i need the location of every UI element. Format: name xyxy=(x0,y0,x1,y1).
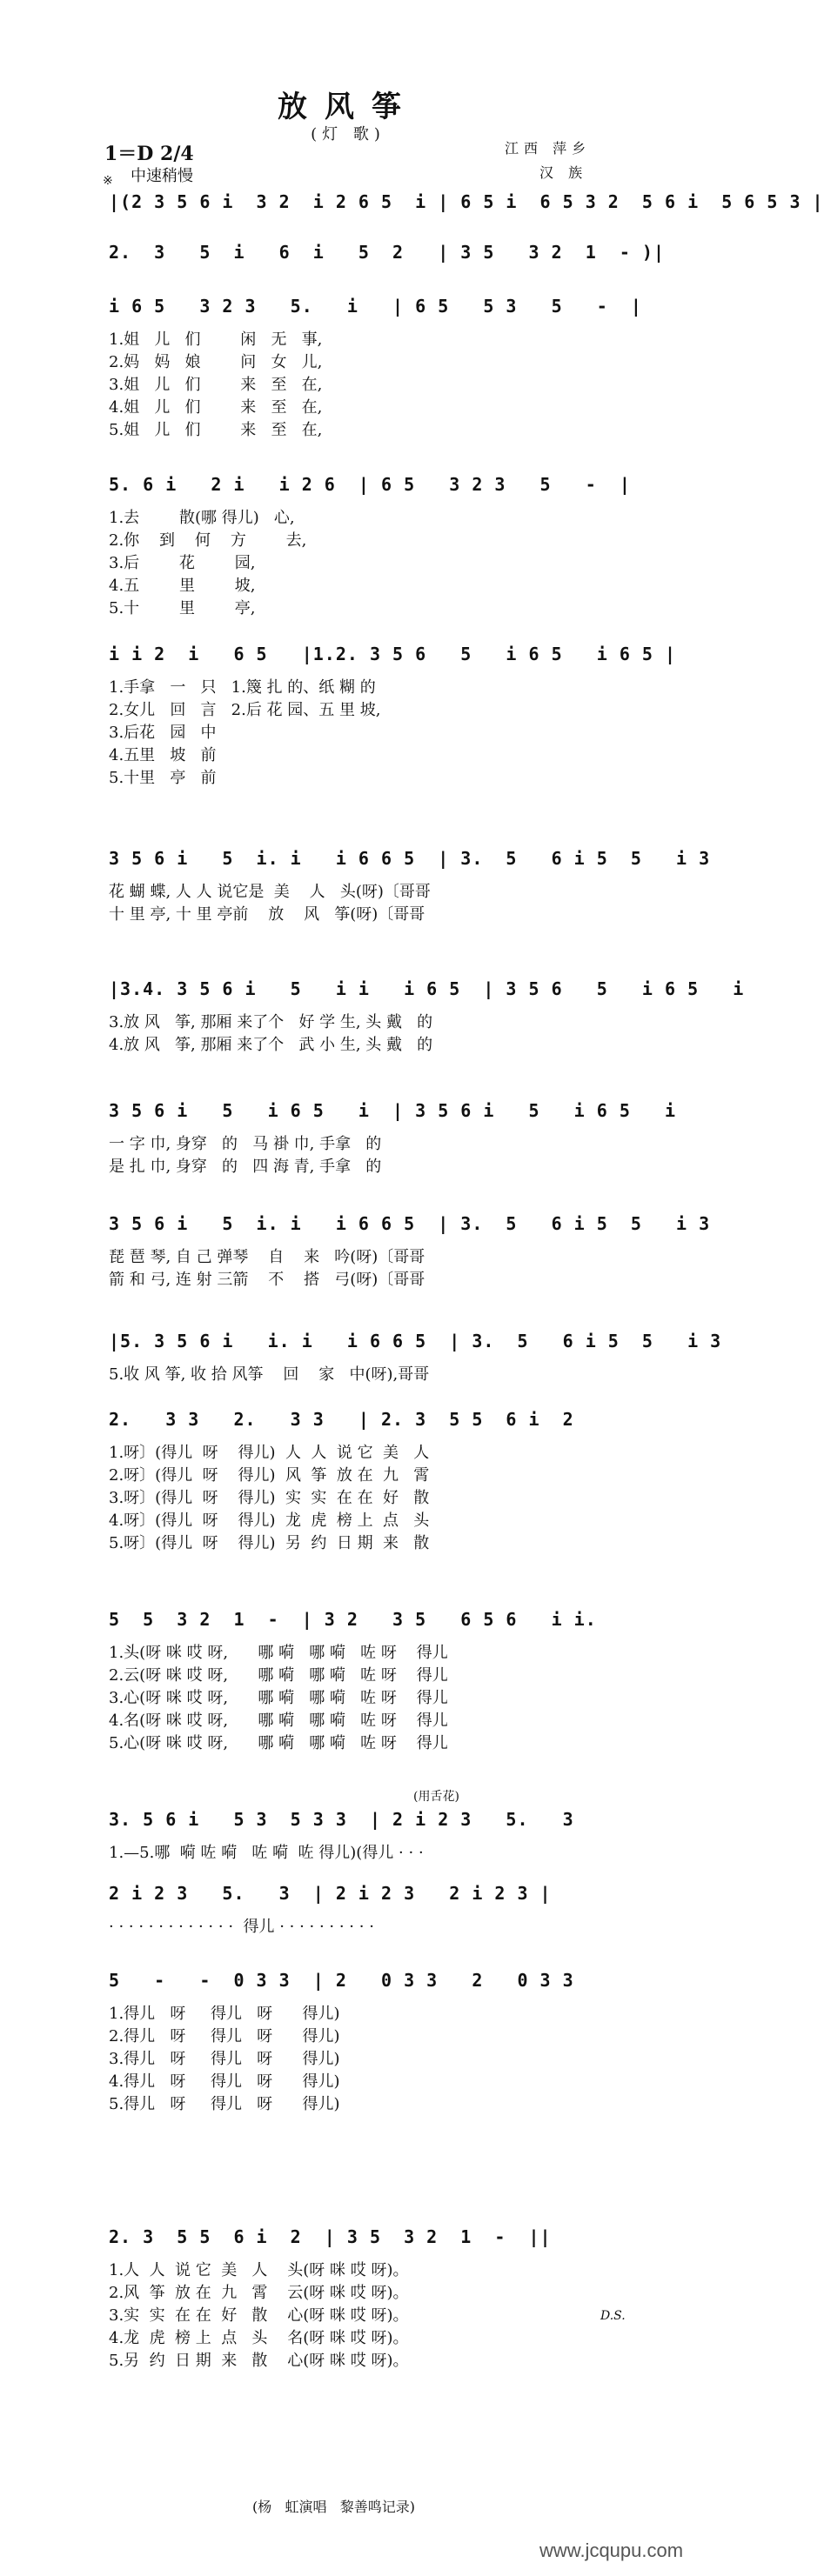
notation-line: 5 - - 0 3 3 | 2 0 3 3 2 0 3 3 xyxy=(109,1970,574,1991)
watermark: www.jcqupu.com xyxy=(539,2539,684,2561)
lyrics-block xyxy=(109,1364,429,1386)
lyric-line: 2.呀〕(得儿 呀 得儿) 风 筝 放 在 九 霄 xyxy=(109,1466,430,1485)
lyric-line: 3.后花 园 中 xyxy=(109,724,217,742)
region-credit: 江西 萍乡 xyxy=(505,140,592,157)
lyric-line: 5.十里 亭 前 xyxy=(109,769,217,787)
lyric-line: 2.得儿 呀 得儿 呀 得儿) xyxy=(109,2027,340,2045)
notation-line: 2. 3 5 i 6 i 5 2 | 3 5 3 2 1 - )| xyxy=(109,242,666,263)
lyric-line: 十 里 亭, 十 里 亭前 放 风 筝(呀)〔哥哥 xyxy=(109,905,425,924)
lyric-line: 4.龙 虎 榜 上 点 头 名(呀 咪 哎 呀)。 xyxy=(109,2329,409,2347)
notation-line: 3 5 6 i 5 i. i i 6 6 5 | 3. 5 6 i 5 5 i 3 xyxy=(109,1213,711,1234)
lyric-line: 5.心(呀 咪 哎 呀, 哪 嗬 哪 嗬 咗 呀 得儿 xyxy=(109,1734,448,1752)
notation-line: i i 2 i 6 5 |1.2. 3 5 6 5 i 6 5 i 6 5 | xyxy=(109,644,677,664)
lyrics-block xyxy=(109,1133,381,1178)
ds-mark: D.S. xyxy=(600,2309,626,2323)
lyric-line: 1.头(呀 咪 哎 呀, 哪 嗬 哪 嗬 咗 呀 得儿 xyxy=(109,1644,448,1662)
lyric-line: 4.姐 儿 们 来 至 在, xyxy=(109,398,323,417)
asterisk-mark: ※ xyxy=(103,174,113,188)
lyrics-block xyxy=(109,329,322,442)
key-signature: 1＝D 2/4 xyxy=(104,143,194,165)
lyric-line: 3.实 实 在 在 好 散 心(呀 咪 哎 呀)。 xyxy=(109,2306,409,2325)
ethnicity-credit: 汉 族 xyxy=(539,164,588,181)
lyric-line: 3.后 花 园, xyxy=(109,554,256,572)
notation-line: 3 5 6 i 5 i. i i 6 6 5 | 3. 5 6 i 5 5 i 3 xyxy=(109,848,711,869)
lyrics-block xyxy=(109,1011,432,1057)
lyric-line: 3.呀〕(得儿 呀 得儿) 实 实 在 在 好 散 xyxy=(109,1489,430,1507)
lyric-line: 1.姐 儿 们 闲 无 事, xyxy=(109,330,323,349)
lyric-line: 2.云(呀 咪 哎 呀, 哪 嗬 哪 嗬 咗 呀 得儿 xyxy=(109,1666,448,1685)
lyric-line: 5.另 约 日 期 来 散 心(呀 咪 哎 呀)。 xyxy=(109,2352,409,2370)
lyric-line: 花 蝴 蝶, 人 人 说它是 美 人 头(呀)〔哥哥 xyxy=(109,883,431,901)
genre-label: (灯 歌) xyxy=(311,125,385,143)
lyric-line: 琵 琶 琴, 自 己 弹琴 自 来 吟(呀)〔哥哥 xyxy=(109,1248,425,1266)
lyric-line: 4.五里 坡 前 xyxy=(109,746,217,764)
tempo-marking: 中速稍慢 xyxy=(131,167,193,185)
lyric-line: 3.姐 儿 们 来 至 在, xyxy=(109,376,323,394)
notation-line: |3.4. 3 5 6 i 5 i i i 6 5 | 3 5 6 5 i 6 5 i xyxy=(109,978,745,999)
notation-line: 3 5 6 i 5 i 6 5 i | 3 5 6 i 5 i 6 5 i xyxy=(109,1100,677,1121)
lyrics-block xyxy=(109,1642,448,1755)
lyric-line: 2.风 筝 放 在 九 霄 云(呀 咪 哎 呀)。 xyxy=(109,2284,409,2302)
lyrics-block xyxy=(109,677,380,790)
performer-credit: (杨 虹演唱 黎善鸣记录) xyxy=(252,2499,416,2515)
lyric-line: 4.呀〕(得儿 呀 得儿) 龙 虎 榜 上 点 头 xyxy=(109,1512,430,1530)
lyric-line: 5.呀〕(得儿 呀 得儿) 另 约 日 期 来 散 xyxy=(109,1534,430,1552)
lyric-line: 3.心(呀 咪 哎 呀, 哪 嗬 哪 嗬 咗 呀 得儿 xyxy=(109,1689,448,1707)
notation-line: 5 5 3 2 1 - | 3 2 3 5 6 5 6 i i. xyxy=(109,1609,597,1630)
lyric-line: 3.放 风 筝, 那厢 来了个 好 学 生, 头 戴 的 xyxy=(109,1013,433,1031)
lyric-line: 4.得儿 呀 得儿 呀 得儿) xyxy=(109,2072,340,2091)
lyric-line: · · · · · · · · · · · · · 得儿 · · · · · · · · · · xyxy=(109,1918,374,1936)
notation-line: 3. 5 6 i 5 3 5 3 3 | 2 i 2 3 5. 3 xyxy=(109,1809,574,1830)
page-title: 放风筝 xyxy=(278,90,419,124)
notation-line: i 6 5 3 2 3 5. i | 6 5 5 3 5 - | xyxy=(109,296,642,317)
lyric-line: 5.收 风 筝, 收 拾 风筝 回 家 中(呀),哥哥 xyxy=(109,1365,430,1384)
lyrics-block xyxy=(109,1442,429,1555)
lyrics-block xyxy=(109,881,431,926)
tongue-roll-note: (用舌花) xyxy=(413,1790,459,1804)
lyrics-block xyxy=(109,1842,424,1865)
lyric-line: 1.去 散(哪 得儿) 心, xyxy=(109,509,295,527)
lyric-line: 2.妈 妈 娘 问 女 儿, xyxy=(109,353,323,371)
notation-line: 2. 3 5 5 6 i 2 | 3 5 3 2 1 - || xyxy=(109,2226,552,2247)
lyric-line: 4.五 里 坡, xyxy=(109,577,256,595)
notation-line: 2. 3 3 2. 3 3 | 2. 3 5 5 6 i 2 xyxy=(109,1409,574,1430)
lyrics-block xyxy=(109,2259,409,2372)
lyrics-block xyxy=(109,507,306,620)
lyric-line: 5.十 里 亭, xyxy=(109,599,256,617)
notation-line: |5. 3 5 6 i i. i i 6 6 5 | 3. 5 6 i 5 5 i 3 xyxy=(109,1331,722,1351)
lyric-line: 3.得儿 呀 得儿 呀 得儿) xyxy=(109,2050,340,2068)
lyric-line: 1.呀〕(得儿 呀 得儿) 人 人 说 它 美 人 xyxy=(109,1444,430,1462)
lyrics-block xyxy=(109,1246,425,1291)
lyric-line: 1.手拿 一 只 1.篾 扎 的、纸 糊 的 xyxy=(109,678,376,697)
lyric-line: 2.女儿 回 言 2.后 花 园、五 里 坡, xyxy=(109,701,381,719)
lyric-line: 箭 和 弓, 连 射 三箭 不 搭 弓(呀)〔哥哥 xyxy=(109,1271,425,1289)
lyric-line: 4.名(呀 咪 哎 呀, 哪 嗬 哪 嗬 咗 呀 得儿 xyxy=(109,1712,448,1730)
notation-line: |(2 3 5 6 i 3 2 i 2 6 5 i | 6 5 i 6 5 3 2 5 6 i 5 6 5 3 | xyxy=(109,191,824,212)
lyric-line: 一 字 巾, 身穿 的 马 褂 巾, 手拿 的 xyxy=(109,1135,382,1153)
lyric-line: 是 扎 巾, 身穿 的 四 海 青, 手拿 的 xyxy=(109,1158,382,1176)
lyrics-block xyxy=(109,1916,374,1939)
lyric-line: 1.得儿 呀 得儿 呀 得儿) xyxy=(109,2005,340,2023)
lyric-line: 2.你 到 何 方 去, xyxy=(109,531,307,550)
notation-line: 5. 6 i 2 i i 2 6 | 6 5 3 2 3 5 - | xyxy=(109,474,631,495)
lyrics-block xyxy=(109,2003,339,2116)
lyric-line: 4.放 风 筝, 那厢 来了个 武 小 生, 头 戴 的 xyxy=(109,1036,433,1054)
lyric-line: 1.—5.哪 嗬 咗 嗬 咗 嗬 咗 得儿)(得儿 · · · xyxy=(109,1844,424,1862)
notation-line: 2 i 2 3 5. 3 | 2 i 2 3 2 i 2 3 | xyxy=(109,1883,552,1904)
lyric-line: 5.得儿 呀 得儿 呀 得儿) xyxy=(109,2095,340,2113)
lyric-line: 1.人 人 说 它 美 人 头(呀 咪 哎 呀)。 xyxy=(109,2261,409,2279)
lyric-line: 5.姐 儿 们 来 至 在, xyxy=(109,421,323,439)
